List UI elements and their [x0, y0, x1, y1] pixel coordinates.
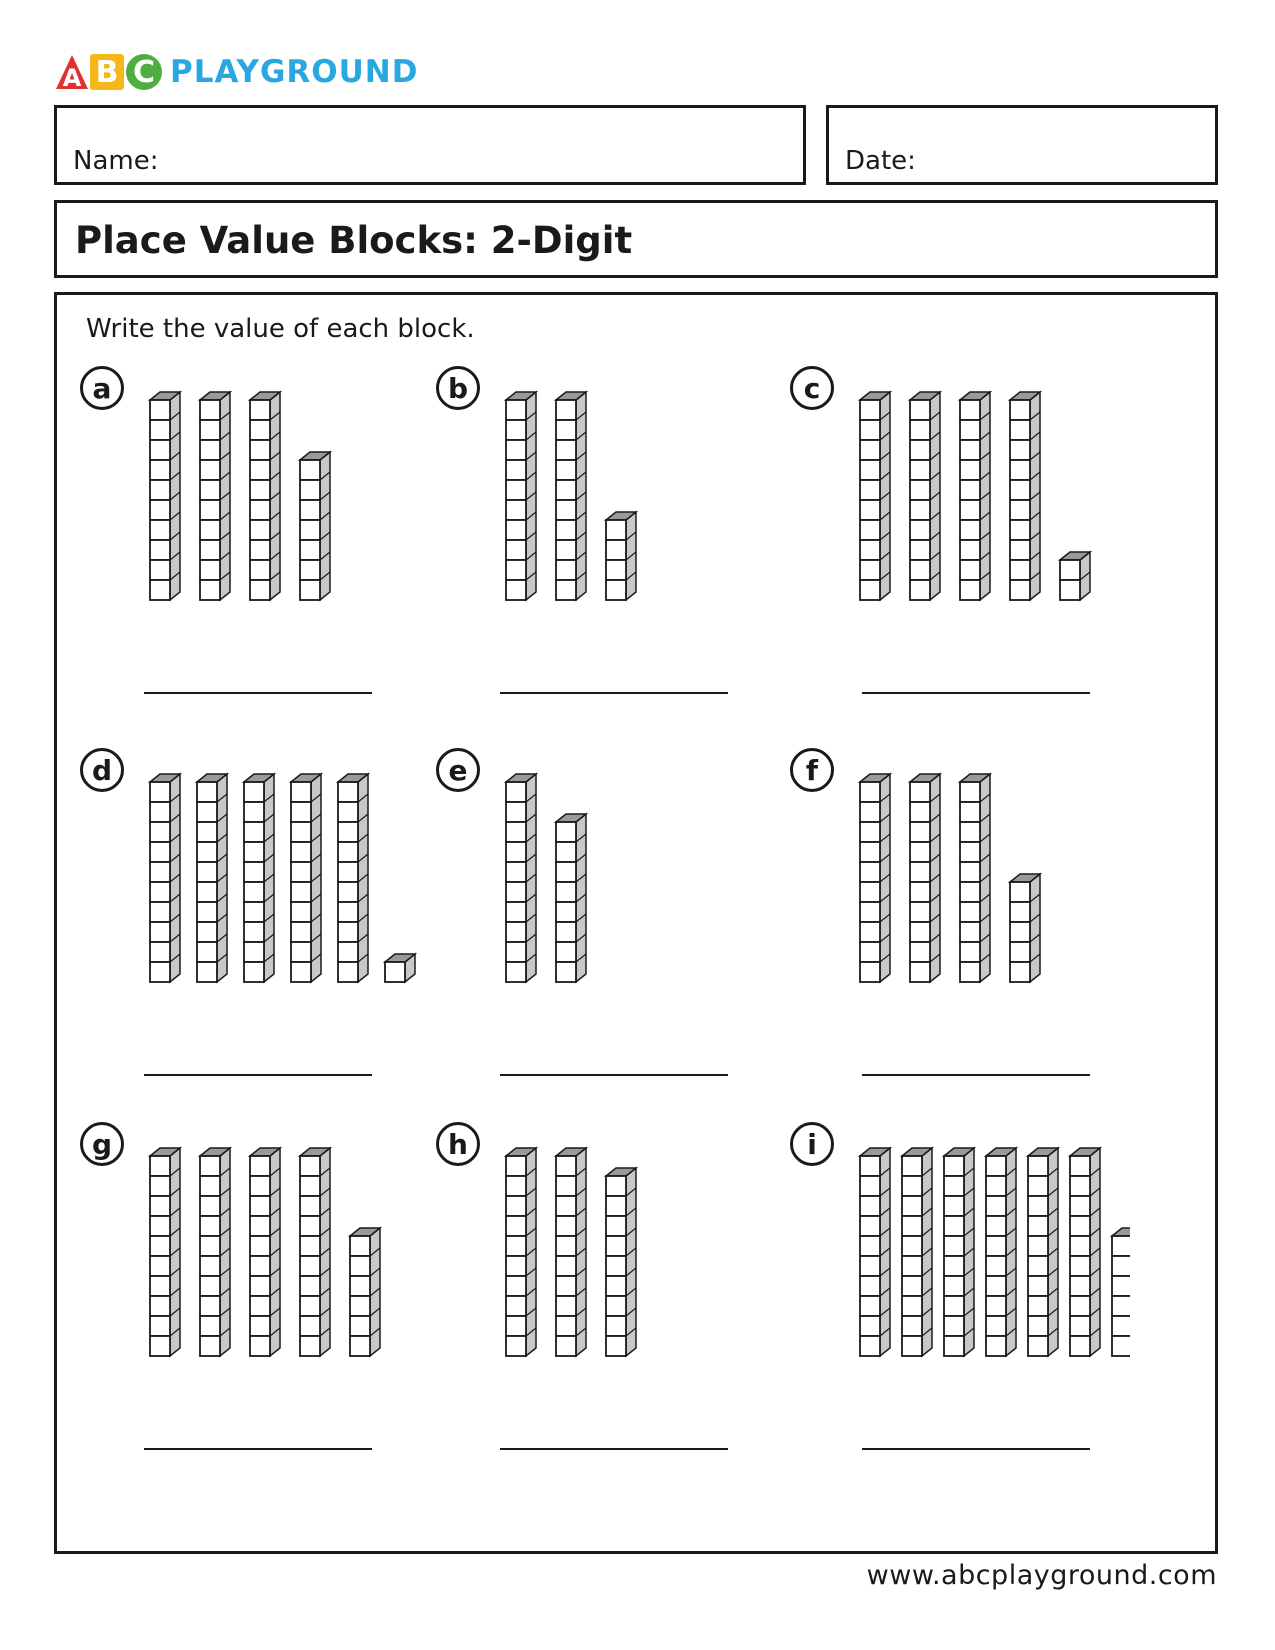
ones-rod	[1060, 552, 1090, 600]
answer-line-i[interactable]	[862, 1448, 1090, 1450]
problem-letter-i: i	[790, 1122, 834, 1166]
tens-rod	[860, 1148, 890, 1356]
tens-rod	[200, 1148, 230, 1356]
answer-line-d[interactable]	[144, 1074, 372, 1076]
problem-h	[436, 1122, 776, 1482]
problem-letter-e: e	[436, 748, 480, 792]
abc-playground-logo	[54, 52, 418, 92]
answer-line-e[interactable]	[500, 1074, 728, 1076]
tens-rod	[960, 392, 990, 600]
answer-line-f[interactable]	[862, 1074, 1090, 1076]
tens-rod	[338, 774, 368, 982]
problem-c	[790, 366, 1130, 726]
problem-b	[436, 366, 776, 726]
date-label: Date:	[845, 146, 916, 176]
blocks-b	[436, 366, 776, 626]
date-field[interactable]	[826, 105, 1218, 185]
answer-line-b[interactable]	[500, 692, 728, 694]
blocks-c	[790, 366, 1130, 626]
tens-rod	[902, 1148, 932, 1356]
ones-rod	[606, 1168, 636, 1356]
worksheet-title: Place Value Blocks: 2-Digit	[75, 219, 633, 262]
tens-rod	[150, 1148, 180, 1356]
tens-rod	[150, 774, 180, 982]
problem-letter-b: b	[436, 366, 480, 410]
problem-letter-h: h	[436, 1122, 480, 1166]
blocks-e	[436, 748, 776, 1008]
tens-rod	[506, 1148, 536, 1356]
problem-letter-f: f	[790, 748, 834, 792]
problem-i	[790, 1122, 1130, 1482]
ones-rod	[300, 452, 330, 600]
blocks-h	[436, 1122, 776, 1382]
tens-rod	[244, 774, 274, 982]
tens-rod	[910, 774, 940, 982]
tens-rod	[1028, 1148, 1058, 1356]
tens-rod	[944, 1148, 974, 1356]
tens-rod	[986, 1148, 1016, 1356]
problem-g	[80, 1122, 420, 1482]
problem-letter-d: d	[80, 748, 124, 792]
logo-wordmark: PLAYGROUND	[170, 54, 419, 90]
tens-rod	[506, 774, 536, 982]
problem-letter-g: g	[80, 1122, 124, 1166]
blocks-g	[80, 1122, 420, 1382]
tens-rod	[1010, 392, 1040, 600]
problem-e	[436, 748, 776, 1108]
tens-rod	[556, 1148, 586, 1356]
tens-rod	[506, 392, 536, 600]
logo-letter-a	[54, 53, 90, 91]
ones-rod	[1010, 874, 1040, 982]
tens-rod	[910, 392, 940, 600]
tens-rod	[556, 392, 586, 600]
name-field[interactable]	[54, 105, 806, 185]
blocks-i	[790, 1122, 1130, 1382]
instructions-text: Write the value of each block.	[86, 314, 475, 344]
footer-url: www.abcplayground.com	[866, 1560, 1217, 1591]
ones-rod	[1112, 1228, 1130, 1356]
blocks-d	[80, 748, 420, 1008]
tens-rod	[960, 774, 990, 982]
tens-rod	[1070, 1148, 1100, 1356]
blocks-f	[790, 748, 1130, 1008]
name-label: Name:	[73, 146, 159, 176]
logo-letter-b: B	[90, 54, 124, 90]
tens-rod	[150, 392, 180, 600]
problem-d	[80, 748, 420, 1108]
problem-f	[790, 748, 1130, 1108]
tens-rod	[300, 1148, 330, 1356]
answer-line-a[interactable]	[144, 692, 372, 694]
ones-rod	[350, 1228, 380, 1356]
answer-line-h[interactable]	[500, 1448, 728, 1450]
tens-rod	[200, 392, 230, 600]
logo-letter-a-text: A	[62, 64, 82, 91]
tens-rod	[250, 1148, 280, 1356]
answer-line-g[interactable]	[144, 1448, 372, 1450]
tens-rod	[860, 392, 890, 600]
ones-rod	[385, 954, 415, 982]
tens-rod	[250, 392, 280, 600]
answer-line-c[interactable]	[862, 692, 1090, 694]
blocks-a	[80, 366, 420, 626]
problem-letter-c: c	[790, 366, 834, 410]
logo-letter-c: C	[126, 54, 162, 90]
tens-rod	[291, 774, 321, 982]
tens-rod	[860, 774, 890, 982]
title-box	[54, 200, 1218, 278]
ones-rod	[556, 814, 586, 982]
ones-rod	[606, 512, 636, 600]
problem-letter-a: a	[80, 366, 124, 410]
tens-rod	[197, 774, 227, 982]
problem-a	[80, 366, 420, 726]
